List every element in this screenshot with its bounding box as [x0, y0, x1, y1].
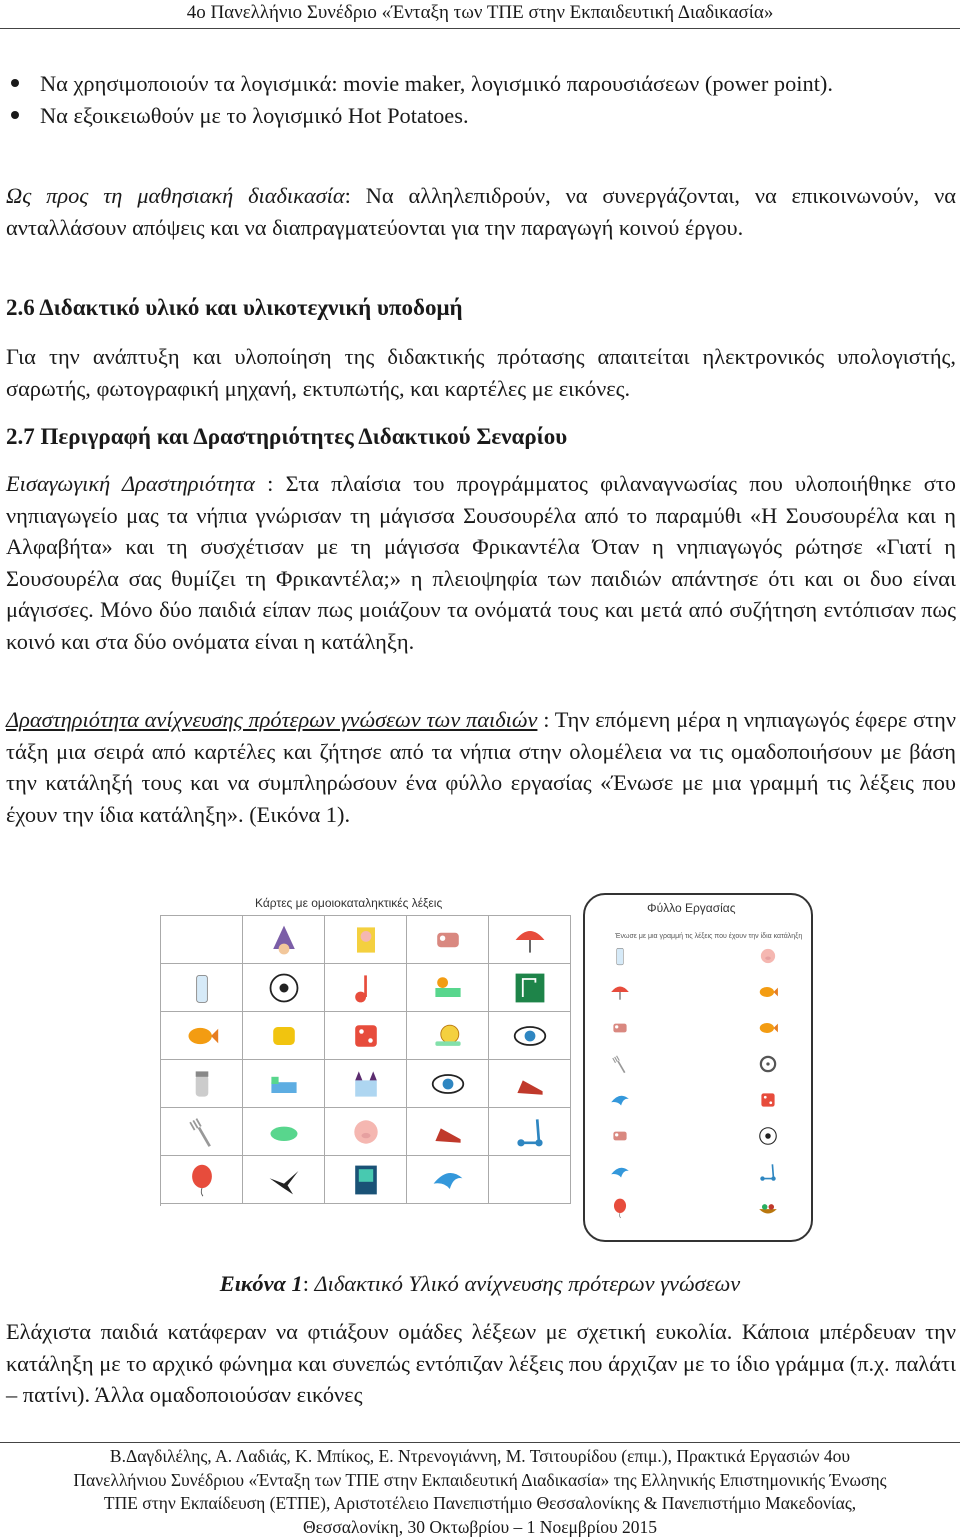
cartoon-icon: [430, 970, 466, 1006]
picture-card: [243, 1012, 325, 1060]
worksheet-item: [757, 1197, 779, 1219]
picture-card: [325, 916, 407, 964]
witch-icon: [266, 922, 302, 958]
learning-goal-lead: Ως προς τη μαθησιακή διαδικασία: [6, 183, 345, 208]
prior-knowledge-text: : Την επόμενη μέρα η νηπιαγωγός έφερε στην τάξη μια σειρά από καρτέλες και ζήτησε από τα νήπια στην ολομέλεια να τις ομαδοποιήσουν με βάση την κατάληξή τους και να συμπληρώσουν ένα φύλλο εργασίας «Ένωσε με μια γραμμή τις λέξεις που έχουν την ίδια κατάληξη». (Εικόνα 1).: [6, 707, 956, 827]
umbrella-icon: [512, 922, 548, 958]
intro-activity-text: : Στα πλαίσια του προγράμματος φιλαναγνωσίας που υλοποιήθηκε στο νηπιαγωγείο μας τα νήπια γνώρισαν τη μάγισσα Σουσουρέλα από το παραμύθι «Η Σουσουρέλα και η Αλφαβήτα» και τη συσχέτισαν με τη μάγισσα Φρικαντέλα Όταν η νηπιαγωγός ρώτησε «Γιατί η Σουσουρέλα σας θυμίζει τη Φρικαντέλα;» η πλειοψηφία των παιδιών απάντησε ότι και οι δυο είναι μάγισσες. Μόνο δύο παιδιά είπαν πως μοιάζουν τα ονόματά τους και μετά από συζήτηση εντόπισαν πως κοινό και στα δύο ονόματα είναι η κατάληξη.: [6, 471, 956, 654]
picture-card: [489, 964, 571, 1012]
candy-icon: [609, 1125, 631, 1147]
fish-icon: [757, 981, 779, 1003]
poster-icon: [348, 1162, 384, 1198]
learning-goal-paragraph: [6, 180, 956, 243]
figure-caption: Εικόνα 1: Διδακτικό Υλικό ανίχνευσης πρότερων γνώσεων: [0, 1268, 960, 1299]
ball-icon: [757, 1125, 779, 1147]
worksheet-subtitle: Ένωσε με μια γραμμή τις λέξεις που έχουν την ίδια κατάληξη: [615, 933, 802, 940]
prior-knowledge-paragraph: [6, 704, 956, 830]
footer-line: Πανελλήνιου Συνέδριου «Ένταξη των ΤΠΕ στην Εκπαιδευτική Διαδικασία» της Ελληνικής Επιστημονικής Ένωσης: [0, 1469, 960, 1493]
eye-icon: [430, 1066, 466, 1102]
picture-card: [161, 1012, 243, 1060]
balloon-icon: [609, 1197, 631, 1219]
worksheet-item: [609, 1089, 631, 1111]
bed-icon: [266, 1066, 302, 1102]
dolphin-icon: [430, 1162, 466, 1198]
worksheet-item: [757, 981, 779, 1003]
sponge-icon: [266, 1018, 302, 1054]
salad-icon: [757, 1197, 779, 1219]
candy-icon: [609, 1017, 631, 1039]
bottle-icon: [609, 945, 631, 967]
bullet-item: Να χρησιμοποιούν τα λογισμικά: movie maker, λογισμικό παρουσιάσεων (power point).: [6, 68, 956, 100]
candy-icon: [430, 922, 466, 958]
pig-icon: [757, 945, 779, 967]
picture-card: [325, 1156, 407, 1204]
hangman-icon: [512, 970, 548, 1006]
picture-card: [243, 916, 325, 964]
citation-footer: [0, 1442, 960, 1539]
picture-card: [407, 1156, 489, 1204]
footer-line: ΤΠΕ στην Εκπαίδευση (ΕΤΠΕ), Αριστοτέλειο Πανεπιστήμιο Θεσσαλονίκης & Πανεπιστήμιο Μακεδονίας,: [0, 1492, 960, 1516]
intro-activity-lead: Εισαγωγική Δραστηριότητα: [6, 471, 255, 496]
objectives-list: [6, 68, 956, 131]
worksheet-item: [609, 945, 631, 967]
worksheet-panel: [583, 893, 813, 1242]
worksheet-item: [609, 1161, 631, 1183]
salt-icon: [184, 1066, 220, 1102]
picture-card: [161, 1060, 243, 1108]
closing-paragraph: Ελάχιστα παιδιά κατάφεραν να φτιάξουν ομάδες λέξεων με σχετική ευκολία. Κάποια μπέρδευαν την κατάληξη με το αρχικό φώνημα και συνεπώς εντόπιζαν λέξεις που άρχιζαν με το ίδιο γράμμα (π.χ. παλάτι – πατίνι). Άλλα ομαδοποιούσαν εικόνες: [6, 1316, 956, 1411]
fish-icon: [184, 1018, 220, 1054]
princess-icon: [348, 922, 384, 958]
picture-card: [161, 1156, 243, 1204]
eye-icon: [512, 1018, 548, 1054]
worksheet-item: [609, 1197, 631, 1219]
word-cards-panel: [160, 893, 570, 1213]
worksheet-item: [609, 981, 631, 1003]
picture-card: [325, 964, 407, 1012]
learning-goal-text: : Να αλληλεπιδρούν, να συνεργάζονται, να επικοινωνούν, να ανταλλάσουν απόψεις και να διαπραγματεύονται για την παραγωγή κοινού έργου.: [6, 183, 956, 240]
figure-1: [160, 893, 820, 1243]
snail-icon: [430, 1018, 466, 1054]
bottle-icon: [184, 970, 220, 1006]
caption-text: Διδακτικό Υλικό ανίχνευσης πρότερων γνώσεων: [315, 1271, 741, 1296]
shoe-icon: [512, 1066, 548, 1102]
picture-card: [489, 916, 571, 964]
picture-card: [243, 1060, 325, 1108]
picture-card: [407, 1012, 489, 1060]
intro-activity-paragraph: [6, 468, 956, 657]
footer-line: Β.Δαγδιλέλης, Α. Λαδιάς, Κ. Μπίκος, Ε. Ντρενογιάννη, Μ. Τσιτουρίδου (επιμ.), Πρακτικά Εργασιών 4ου: [0, 1445, 960, 1469]
umbrella-icon: [609, 981, 631, 1003]
prior-knowledge-lead: Δραστηριότητα ανίχνευσης πρότερων γνώσεων των παιδιών: [6, 707, 537, 732]
picture-card: [243, 964, 325, 1012]
picture-card: [407, 1060, 489, 1108]
worksheet-left-column: [607, 945, 637, 1235]
worksheet-item: [609, 1017, 631, 1039]
fork-icon: [184, 1114, 220, 1150]
bullet-item: Να εξοικειωθούν με το λογισμικό Hot Potatoes.: [6, 100, 956, 132]
dice-icon: [757, 1089, 779, 1111]
wheel-icon: [757, 1053, 779, 1075]
picture-card: [489, 1060, 571, 1108]
picture-card: [407, 916, 489, 964]
cards-title: Κάρτες με ομοιοκαταληκτικές λέξεις: [255, 896, 442, 910]
dolphin-icon: [609, 1089, 631, 1111]
note-icon: [348, 970, 384, 1006]
footer-line: Θεσσαλονίκη, 30 Οκτωβρίου – 1 Νοεμβρίου 2015: [0, 1516, 960, 1539]
section-2-6-text: Για την ανάπτυξη και υλοποίηση της διδακτικής πρότασης απαιτείται ηλεκτρονικός υπολογιστής, σαρωτής, φωτογραφική μηχανή, εκτυπωτής, και καρτέλες με εικόνες.: [6, 341, 956, 404]
picture-card: [161, 916, 243, 964]
picture-card: [489, 1156, 571, 1204]
section-2-7-heading: 2.7 Περιγραφή και Δραστηριότητες Διδακτικού Σεναρίου: [6, 421, 956, 453]
shoe-icon: [430, 1114, 466, 1150]
worksheet-right-column: [755, 945, 785, 1235]
swallow-icon: [266, 1162, 302, 1198]
worksheet-item: [757, 1017, 779, 1039]
section-2-6-heading: 2.6 Διδακτικό υλικό και υλικοτεχνική υποδομή: [6, 292, 956, 324]
dice-icon: [348, 1018, 384, 1054]
picture-card: [161, 964, 243, 1012]
balloon-icon: [184, 1162, 220, 1198]
soap-icon: [266, 1114, 302, 1150]
scooter-icon: [757, 1161, 779, 1183]
running-header: 4ο Πανελλήνιο Συνέδριο «Ένταξη των ΤΠΕ στην Εκπαιδευτική Διαδικασία»: [0, 0, 960, 29]
pig-icon: [348, 1114, 384, 1150]
worksheet-item: [757, 1161, 779, 1183]
picture-card: [325, 1060, 407, 1108]
worksheet-title: Φύλλο Εργασίας: [647, 901, 736, 915]
picture-card: [489, 1012, 571, 1060]
picture-card: [243, 1156, 325, 1204]
dolphin-icon: [609, 1161, 631, 1183]
worksheet-item: [609, 1053, 631, 1075]
card-grid: [160, 915, 571, 1206]
picture-card: [325, 1108, 407, 1156]
fish-icon: [757, 1017, 779, 1039]
ball-icon: [266, 970, 302, 1006]
worksheet-item: [757, 945, 779, 967]
scooter-icon: [512, 1114, 548, 1150]
picture-card: [161, 1108, 243, 1156]
worksheet-item: [757, 1089, 779, 1111]
caption-label: Εικόνα 1: [220, 1271, 303, 1296]
picture-card: [407, 964, 489, 1012]
worksheet-item: [609, 1125, 631, 1147]
castle-icon: [348, 1066, 384, 1102]
picture-card: [243, 1108, 325, 1156]
picture-card: [325, 1012, 407, 1060]
picture-card: [489, 1108, 571, 1156]
worksheet-item: [757, 1053, 779, 1075]
picture-card: [407, 1108, 489, 1156]
fork-icon: [609, 1053, 631, 1075]
worksheet-item: [757, 1125, 779, 1147]
